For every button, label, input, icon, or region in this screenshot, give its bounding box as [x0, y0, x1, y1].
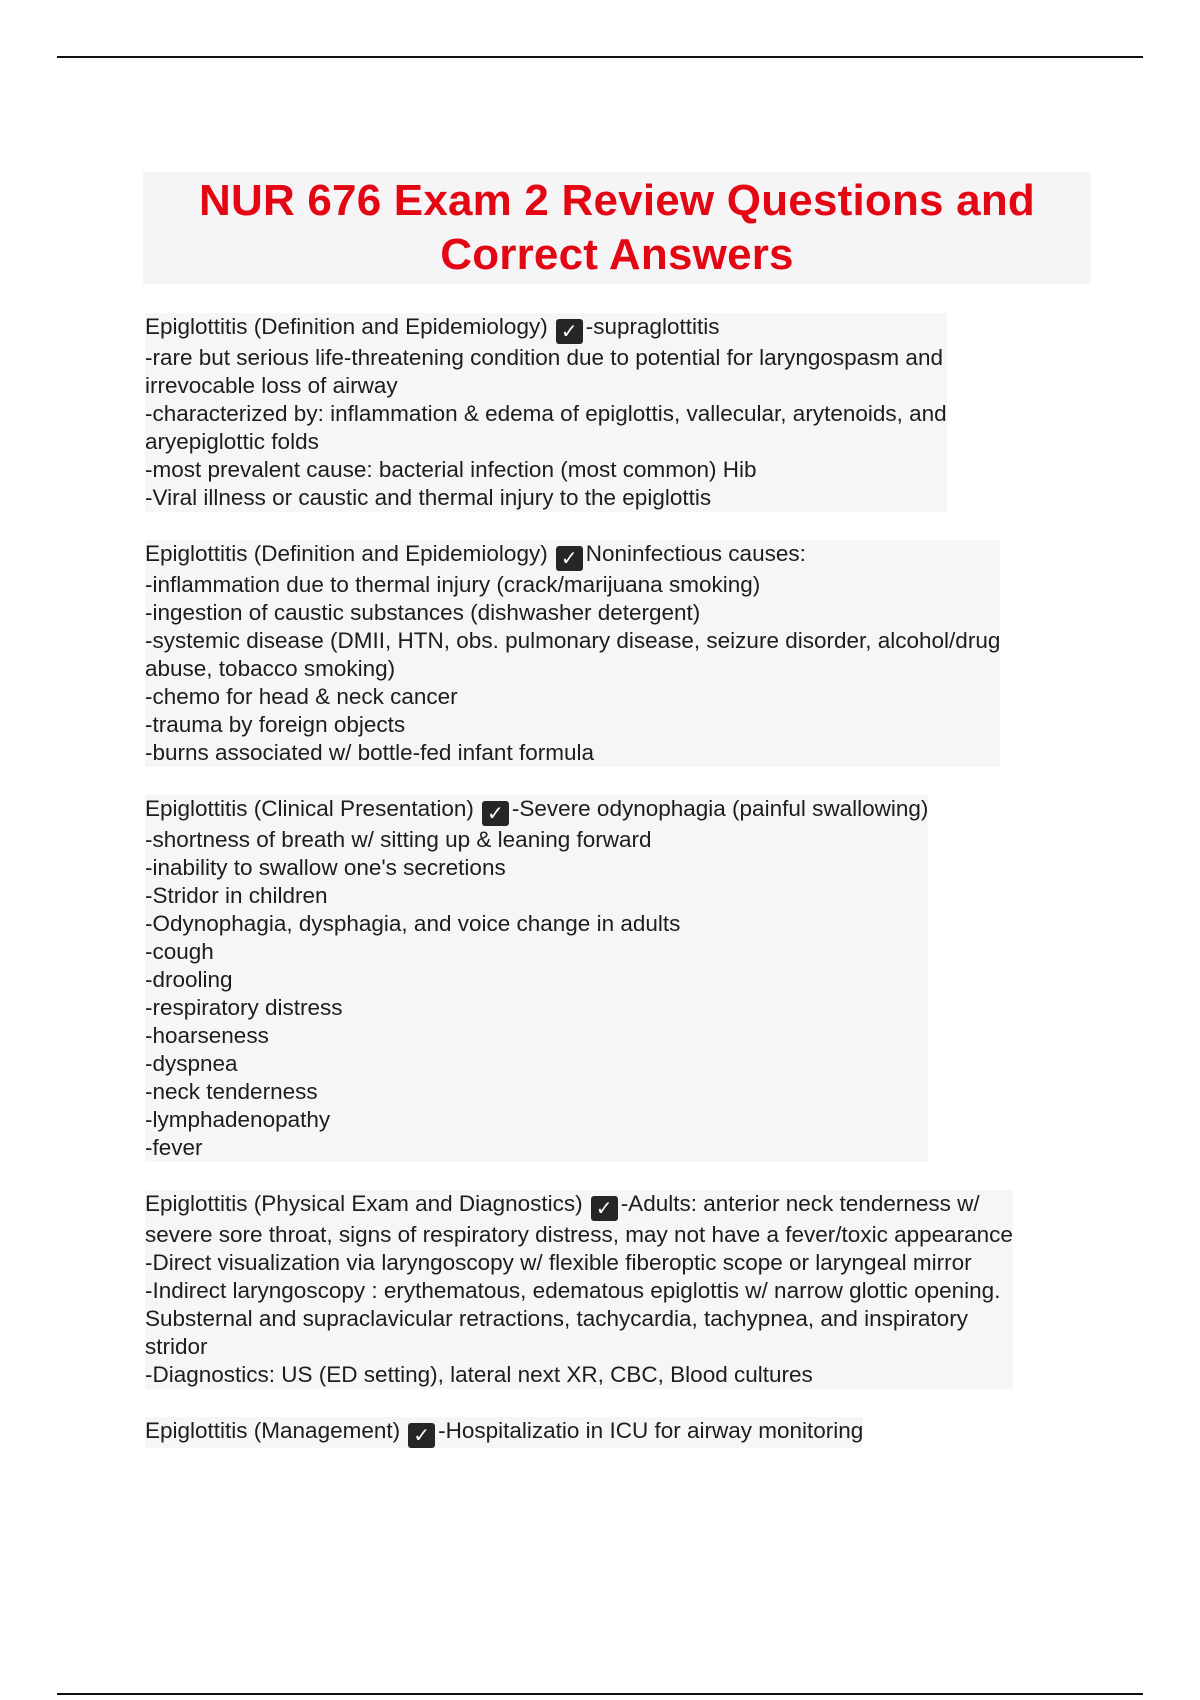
answer-line: -Indirect laryngoscopy : erythematous, edematous epiglottis w/ narrow glottic opening. [145, 1278, 1001, 1303]
checkmark-box-icon: ✓ [591, 1196, 618, 1221]
question-text: Epiglottitis (Clinical Presentation) [145, 796, 474, 821]
bottom-rule [57, 1693, 1143, 1695]
question-text: Epiglottitis (Definition and Epidemiology) [145, 314, 548, 339]
qa-first-line [145, 313, 947, 344]
answer-line: -burns associated w/ bottle-fed infant formula [145, 740, 594, 765]
answer-line: aryepiglottic folds [145, 429, 319, 454]
qa-item [145, 1190, 1013, 1389]
qa-item [145, 540, 1000, 767]
answer-line: -neck tenderness [145, 1079, 318, 1104]
answer-line: irrevocable loss of airway [145, 373, 398, 398]
answer-line: -ingestion of caustic substances (dishwasher detergent) [145, 600, 701, 625]
checkmark-box-icon: ✓ [408, 1423, 435, 1448]
answer-line: Substernal and supraclavicular retractions, tachycardia, tachypnea, and inspiratory [145, 1306, 968, 1331]
answer-line: -Viral illness or caustic and thermal injury to the epiglottis [145, 485, 712, 510]
answer-line: -Stridor in children [145, 883, 328, 908]
qa-first-line [145, 795, 928, 826]
checkmark-box-icon: ✓ [482, 801, 509, 826]
answer-line: -Diagnostics: US (ED setting), lateral next XR, CBC, Blood cultures [145, 1362, 813, 1387]
answer-line: abuse, tobacco smoking) [145, 656, 396, 681]
answer-first: Noninfectious causes: [585, 541, 806, 566]
qa-item [145, 1417, 863, 1448]
answer-line: -dyspnea [145, 1051, 238, 1076]
answer-line: -inflammation due to thermal injury (crack/marijuana smoking) [145, 572, 761, 597]
question-text: Epiglottitis (Definition and Epidemiology) [145, 541, 548, 566]
answer-line: -lymphadenopathy [145, 1107, 331, 1132]
qa-first-line [145, 1417, 863, 1448]
answer-first: -Hospitalizatio in ICU for airway monitoring [438, 1418, 864, 1443]
answer-line: -cough [145, 939, 214, 964]
answer-line: -rare but serious life-threatening condition due to potential for laryngospasm and [145, 345, 943, 370]
qa-list [145, 313, 1085, 1476]
answer-line: -characterized by: inflammation & edema of epiglottis, vallecular, arytenoids, and [145, 401, 947, 426]
answer-line: -inability to swallow one's secretions [145, 855, 506, 880]
answer-line: -trauma by foreign objects [145, 712, 406, 737]
question-text: Epiglottitis (Management) [145, 1418, 401, 1443]
answer-line: -shortness of breath w/ sitting up & leaning forward [145, 827, 652, 852]
answer-line: -Direct visualization via laryngoscopy w/ flexible fiberoptic scope or laryngeal mirror [145, 1250, 972, 1275]
title-line-2: Correct Answers [440, 230, 794, 279]
answer-line: stridor [145, 1334, 208, 1359]
answer-line: severe sore throat, signs of respiratory distress, may not have a fever/toxic appearance [145, 1222, 1013, 1247]
document-title [199, 174, 1035, 282]
title-banner [143, 172, 1091, 284]
answer-first: -supraglottitis [585, 314, 720, 339]
qa-item [145, 313, 947, 512]
answer-line: -most prevalent cause: bacterial infection (most common) Hib [145, 457, 757, 482]
top-rule [57, 56, 1143, 58]
answer-line: -chemo for head & neck cancer [145, 684, 458, 709]
answer-line: -respiratory distress [145, 995, 343, 1020]
answer-line: -drooling [145, 967, 233, 992]
qa-first-line [145, 540, 1000, 571]
title-line-1: NUR 676 Exam 2 Review Questions and [199, 176, 1035, 225]
answer-line: -fever [145, 1135, 203, 1160]
qa-item [145, 795, 928, 1162]
answer-line: -systemic disease (DMII, HTN, obs. pulmonary disease, seizure disorder, alcohol/drug [145, 628, 1001, 653]
answer-first: -Adults: anterior neck tenderness w/ [620, 1191, 980, 1216]
answer-line: -Odynophagia, dysphagia, and voice change in adults [145, 911, 681, 936]
answer-line: -hoarseness [145, 1023, 269, 1048]
qa-first-line [145, 1190, 1013, 1221]
question-text: Epiglottitis (Physical Exam and Diagnostics) [145, 1191, 583, 1216]
checkmark-box-icon: ✓ [556, 546, 583, 571]
answer-first: -Severe odynophagia (painful swallowing) [511, 796, 929, 821]
checkmark-box-icon: ✓ [556, 319, 583, 344]
